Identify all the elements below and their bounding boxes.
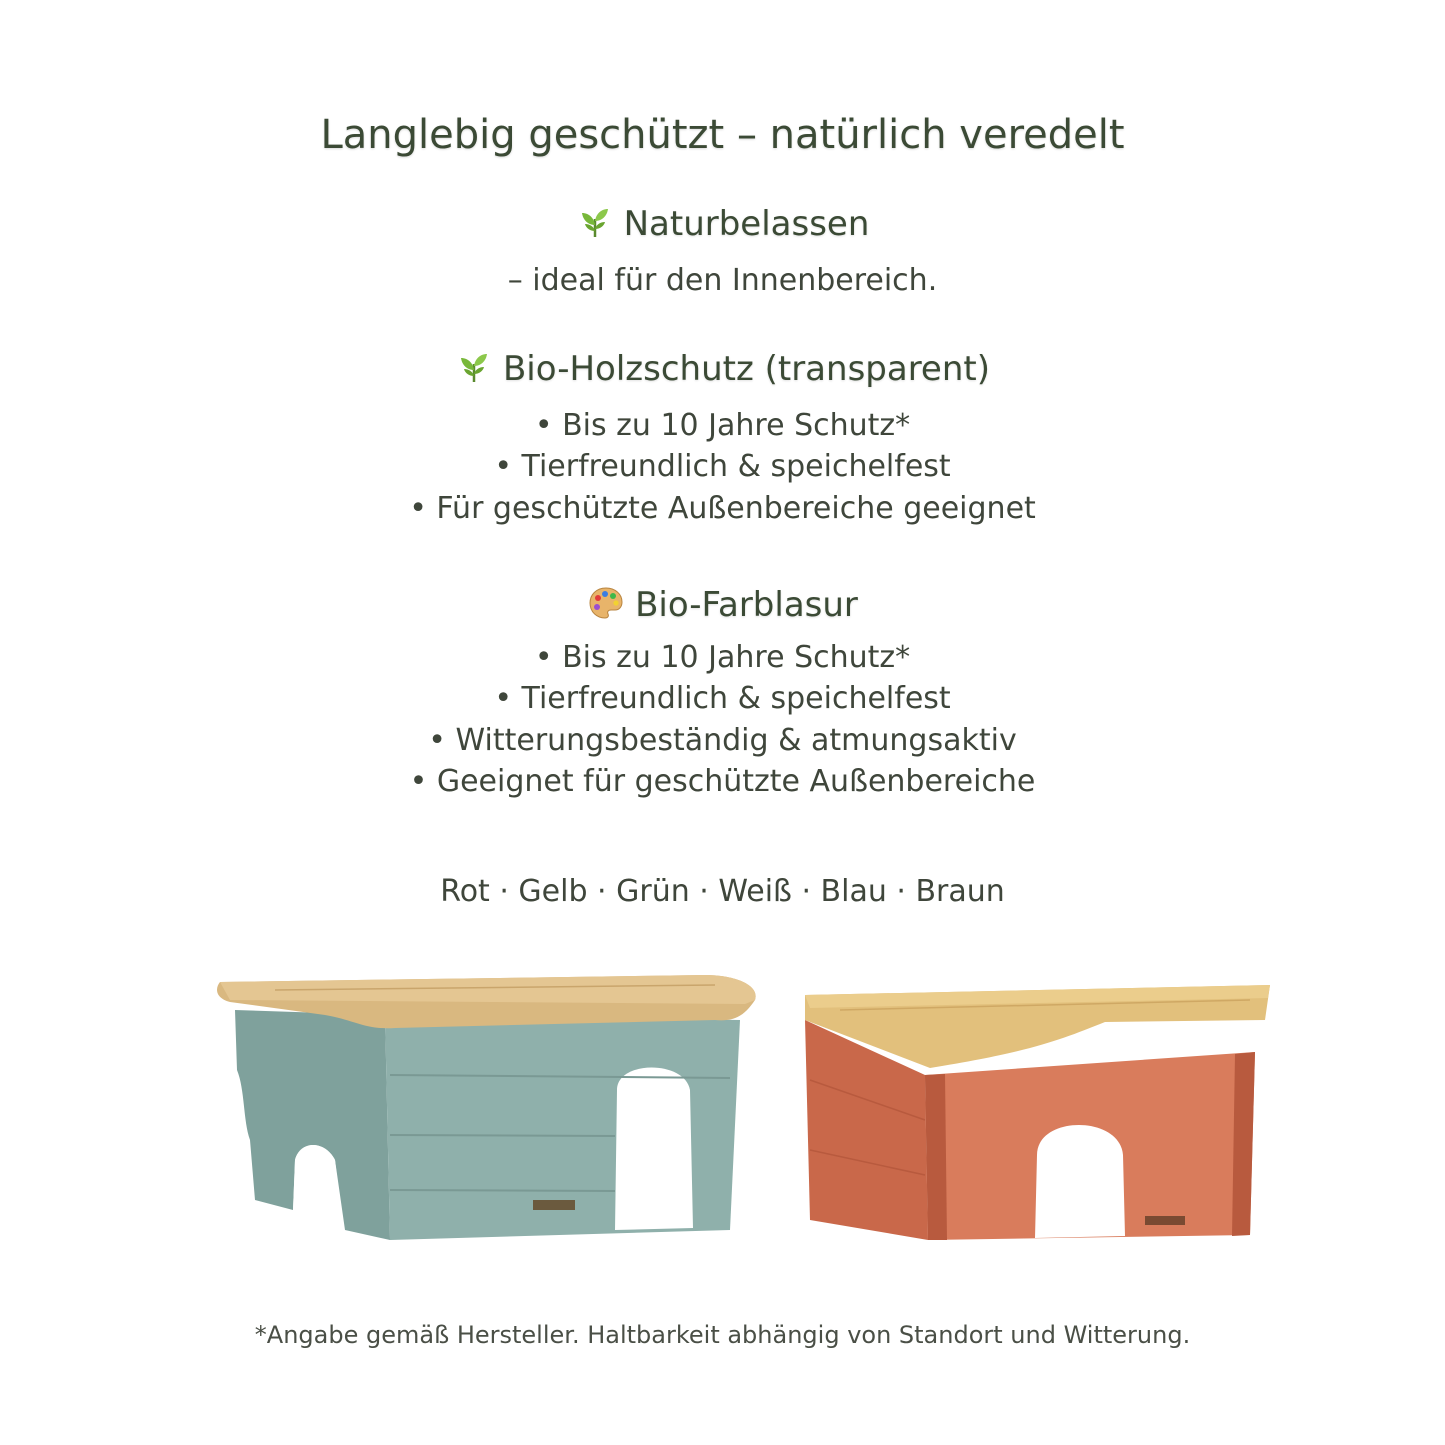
section-heading-bio-farblasur: [0, 583, 1445, 627]
section-heading-label: Bio-Farblasur: [635, 585, 858, 625]
section-heading-label: Naturbelassen: [623, 204, 870, 244]
section-heading-naturbelassen: [0, 202, 1445, 246]
seedling-icon: [455, 348, 493, 386]
section-line: • Tierfreundlich & speichelfest: [494, 449, 951, 484]
blue-glazed-wooden-house-image: [215, 960, 775, 1250]
section-line: • Bis zu 10 Jahre Schutz*: [534, 640, 911, 675]
footnote: *Angabe gemäß Hersteller. Haltbarkeit abhängig von Standort und Witterung.: [254, 1321, 1191, 1349]
page-title: Langlebig geschützt – natürlich veredelt: [320, 112, 1125, 158]
red-glazed-wooden-house-image: [800, 980, 1280, 1250]
section-line: • Witterungsbeständig & atmungsaktiv: [428, 723, 1017, 758]
color-options: Rot · Gelb · Grün · Weiß · Blau · Braun: [440, 874, 1005, 909]
section-line: • Geeignet für geschützte Außenbereiche: [409, 764, 1036, 799]
section-heading-bio-holzschutz: [0, 347, 1445, 391]
palette-icon: [587, 584, 625, 622]
product-images: [0, 960, 1445, 1250]
section-line: • Tierfreundlich & speichelfest: [494, 681, 951, 716]
section-line: • Für geschützte Außenbereiche geeignet: [409, 491, 1036, 526]
section-heading-label: Bio-Holzschutz (transparent): [502, 349, 990, 389]
section-line: • Bis zu 10 Jahre Schutz*: [534, 408, 911, 443]
seedling-icon: [576, 203, 614, 241]
section-line: – ideal für den Innenbereich.: [507, 263, 938, 298]
